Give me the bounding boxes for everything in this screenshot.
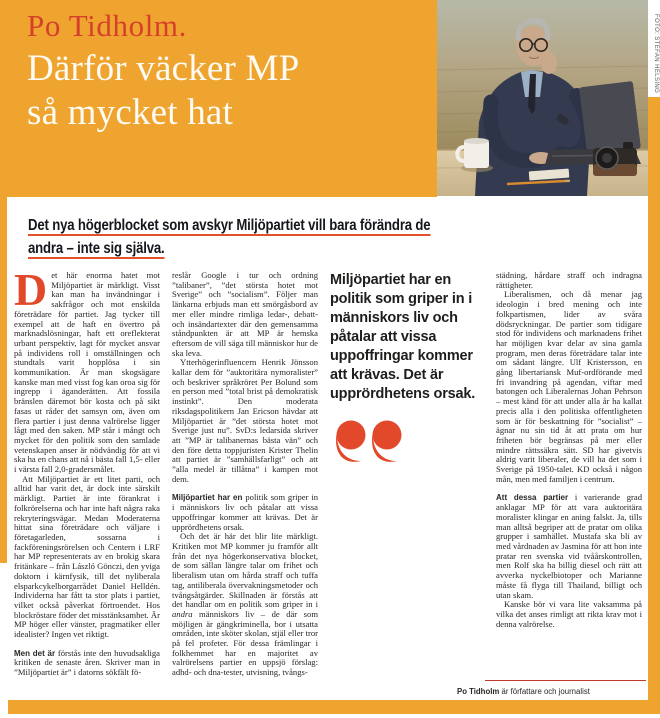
frame-bar-left bbox=[0, 197, 7, 563]
frame-bar-right bbox=[648, 97, 660, 714]
body-paragraph: Det här enorma hatet mot Miljöpartiet är märkligt. Visst kan man ha invändningar i sakfrågor och mot enskilda företrädare för partiet. Jag tycker till exempel att de haft en övertro på marknadslösningar, haft ett oreflekterat urbant perspektiv, lagt för mycket ansvar på individens roll i omställningen och stundtals varit hopplösa i sin kommunikation. Är man skogsägare kanske man med visst fog kan oroa sig för ingrepp i äganderätten. Att fossila bränslen däremot bör kosta och på sikt fasas ut råder det samsyn om, även om flera partier i just denna valrörelse ligger lågt med den saken. MP står i mångt och mycket för den politik som den samlade vetenskapen anser är nödvändig för att vi ska ha en chans att nå i bästa fall 1,5- eller i värsta fall 2,0-gradersmålet. bbox=[14, 271, 160, 475]
body-paragraph: städning, hårdare straff och indragna rättigheter. bbox=[496, 271, 642, 290]
body-column-2 bbox=[172, 271, 318, 704]
headline-line-1: Därför väcker MP bbox=[27, 48, 300, 89]
byline-rule bbox=[485, 680, 646, 681]
header-block bbox=[0, 0, 437, 197]
lede: Det nya högerblocket som avskyr Miljöpartiet vill bara förändra de andra – inte sig själva. bbox=[28, 217, 431, 257]
body-paragraph: Och det är här det blir lite märkligt. Kritiken mot MP kommer ju framför allt från det nya högerkonservativa blocket, de som sällan längre talar om frihet och liberalism utan om hårda straff och tuffa tag, antiliberala övervakningsmetoder och tvångsåtgärder. Skillnaden är förstås att det handlar om en politik som griper in i andra människors liv – de där som möjligen är gängkriminella, bor i utsatta områden, inte sköter skolan, stjäl eller tror på fel profeter. För dessa främlingar i folkhemmet har en majoritet av valrörelsens partier en uppsjö förslag: adhd- och dna-tester, utvisning, tvångs- bbox=[172, 531, 318, 678]
field-photo-illustration bbox=[437, 0, 648, 196]
byline-role: är författare och journalist bbox=[499, 687, 590, 696]
byline bbox=[457, 680, 647, 696]
body-paragraph: Ytterhögerinfluencern Henrik Jönsson kallar dem för ”auktoritära nymoralister” och beskriver språkröret Per Bolund som en person med ”total brist på demokratisk instinkt”. Den moderata riksdagspolitikern Jan Ericson hävdar att Miljöpartiet är ”det största hotet mot Sverige just nu”. SvD:s ledarsida skriver att ”MP är talibanernas bästa vän” och den före detta toppjuristen Krister Thelin att partiet är ”samhällsfarligt” och att ”alla medel är tillåtna” i kampen mot dem. bbox=[172, 357, 318, 484]
body-paragraph: Att Miljöpartiet är ett litet parti, och alltid har varit det, är dock inte särskilt märkligt. Partiet är inte förankrat i folkrörelserna och har inte haft några raka rekryteringsvägar. Medan Moderaterna hittat sina företrädare och väljare i företagarleden, sossarna i fackföreningsrörelsen och Centern i LRF har MP representerats av en brokig skara fritänkare – från László Gönczi, den yviga doktorn i kärnfysik, till det nyliberala elsparkcykelborgarrådet Daniel Helldén. Individerna har fått ta stor plats i partiet, vilket också påverkat förtroendet. Hos blockröstare föder det misstänksamhet. Är MP höger eller vänster, pragmatiker eller idealister? Ingen vet riktigt. bbox=[14, 473, 160, 640]
body-paragraph: Att dessa partier i varierande grad anklagar MP för att vara auktoritära moralister klingar en aning falskt. Ja, tills man alltså begriper att de pratar om olika grupper i samhället. Mustafa ska bli av med vårdnaden av Jasmina för att hon inte pratar ren svenska vid tvåårskontrollen, men Rolf ska ha billig diesel och rätt att avverka nyckelbiotoper och Marianne måste få flyga till Thailand, billigt och utan skam. bbox=[496, 492, 642, 600]
author-photo bbox=[437, 0, 648, 196]
article-body bbox=[14, 271, 648, 704]
byline-author: Po Tidholm bbox=[457, 687, 500, 696]
headline bbox=[27, 47, 437, 135]
quote-marks-icon bbox=[332, 418, 484, 475]
body-paragraph: Miljöpartiet har en politik som griper in i människors liv och påtalar att vissa uppoffringar kommer att krävas. Det är upprördhetens orsak. bbox=[172, 492, 319, 532]
author-kicker: Po Tidholm. bbox=[27, 8, 187, 43]
body-paragraph: Men det är förstås inte den huvudsakliga kritiken de senaste åren. Skriver man in ”Miljöpartiet är” i datorns sökfält fö- bbox=[14, 647, 160, 678]
pullquote-column bbox=[330, 271, 484, 704]
body-column-1 bbox=[14, 271, 160, 704]
body-column-3 bbox=[496, 271, 642, 704]
drop-cap: D bbox=[14, 271, 48, 315]
photo-credit: FOTO: STEFAN HELSING bbox=[653, 14, 659, 94]
body-paragraph: Kanske bör vi vara lite vaksamma på vilka det anses rimligt att rikta krav mot i denna valrörelse. bbox=[496, 599, 642, 629]
body-paragraph: reslår Google i tur och ordning ”talibaner”, ”det största hotet mot Sverige” och ”socialism”. Följer man länkarna erbjuds man ett smörgåsbord av mer eller mindre rimliga ledar-, debatt- och insändartexter där den gemensamma ståndpunkten är att MP är hemska eftersom de vill säga till människor hur de ska leva. bbox=[172, 271, 318, 358]
pullquote-text: Miljöpartiet har en politik som griper in i människors liv och påtalar att vissa uppoffringar kommer att krävas. Det är upprördhetens orsak. bbox=[330, 272, 476, 402]
headline-line-2: så mycket hat bbox=[27, 92, 234, 133]
body-paragraph: Liberalismen, och då menar jag ideologin i bred mening och inte folkpartismen, lider av svåra dödsryckningar. De partier som tidigare stod för individens och marknadens frihet har möjligen kvar delar av sina gamla program, men deras företrädare talar inte om sådant längre. Ulf Kristersson, en gång libertariansk Muf-ordförande med fri invandring på agendan, viftar med batongen och Liberalernas Johan Pehrson – mest känd för att under alla år ha kallat precis alla i den politiska offentligheten som är för beskattning för ”socialist” – ägnar nu sin tid åt att prata om hur friheten bör begränsas på mer eller mindre rättssäkra sätt. SD har givetvis aldrig varit liberaler, de vill ha det som i Sverige på 1950-talet. KD också i någon mån, men med familjen i centrum. bbox=[496, 289, 642, 484]
